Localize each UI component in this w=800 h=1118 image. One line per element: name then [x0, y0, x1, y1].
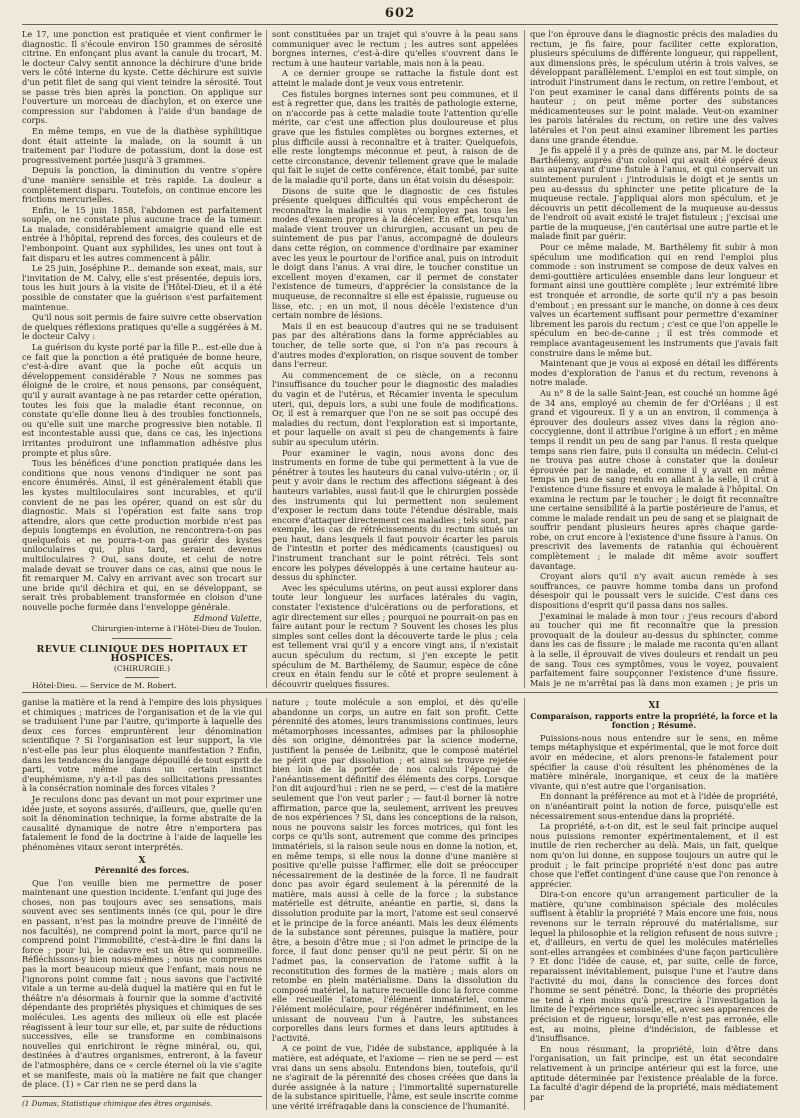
- feuilleton-column-1: [22, 698, 262, 1100]
- column-separator: [266, 698, 267, 1110]
- paragraph: A ce dernier groupe se rattache la fistule dont est atteint le malade dont je veux vous entretenir.: [272, 68, 518, 88]
- paragraph: La propriété, a-t-on dit, est le seul fait principe auquel nous puissions remonter expérimentalement, et il est inutile de rien rechercher au delà. Mais, un fait, quelque nom qu'on lui donne, en suppose toujours un autre qui le produit ; le fait principe propriété n'est donc pas autre chose que l'effet contingent d'une cause que l'on renonce à apprécier.: [530, 821, 778, 889]
- section-number: X: [138, 855, 146, 866]
- column-1: [22, 30, 262, 688]
- section-title: Comparaison, rapports entre la propriété, la force et la fonction ; Résumé.: [530, 710, 778, 731]
- paragraph: Tous les bénéfices d'une ponction pratiquée dans les conditions que nous venons d'indiquer ne sont pas encore énumérés. Ainsi, il est généralement établi que les kystes multiloculaires sont incurables, et qu'il convient de ne pas les opérer, quand on est sûr du diagnostic. Mais si l'opération est faite sans trop attendre, alors que cette production morbide n'est pas depuis longtemps en évolution, ne rencontrera-t-on pas quelquefois et ne pourra-t-on pas guérir des kystes uniloculaires qui, plus tard, seraient devenus multiloculaires ? Oui, sans doute, et celui de notre malade devait se trouver dans ce cas, ainsi que nous le fit remarquer M. Calvy en arrivant avec son trocart sur une bride qu'il déchira et qui, en se développant, se serait très probablement transformée en cloison d'une nouvelle poche formée dans l'enveloppe générale.: [22, 458, 262, 613]
- paragraph: Au commencement de ce siècle, on a reconnu l'insuffisance du toucher pour le diagnostic des maladies du vagin et de l'utérus, et Récamier inventa le speculum uteri, qui, depuis lors, a subi une foule de modifications. Or, il est à remarquer que l'on ne se soit pas occupé des maladies du rectum, dont l'exploration est si importante, et pour laquelle on avait si peu de changements à faire subir au speculum utérin.: [272, 369, 518, 447]
- revue-lead: Hôtel-Dieu. — Service de M. Robert.: [32, 680, 177, 688]
- paragraph: nature ; toute molécule a son emploi, et dès qu'elle abandonne un corps, un autre en fait son profit. Cette pérennité des atomes, leurs transmissions continues, leurs métamorphoses incessantes, admises par la philosophie dès son origine, démontrées par la science moderne, justifient la pensée de Leibnitz, que le composé matériel ne périt que par dissolution ; et ainsi se trouve rejetée bien loin de la portée de nos calculs l'époque de l'anéantissement définitif des éléments des corps. Lorsque l'on dit aujourd'hui : rien ne se perd, — c'est de la matière seulement que l'on veut parler ; — faut-il borner là notre affirmation, parce que la, seulement, arrivent les preuves de nos expériences ? Si, dans les conceptions de la raison, nous ne pouvons saisir les forces motrices, qui font les corps ce qu'ils sont, autrement que comme des principes immatériels, si la raison seule nous en donne la notion, et, en même temps, si elle nous la donne d'une manière si positive qu'elle puisse l'affirmer, elle doit se préoccuper nécessairement de la destinée de la force. Il ne faudrait donc pas avoir égard seulement à la pérennité de la matière, mais aussi à celle de la force ; la substance matérielle est détruite, anéantie en partie, si, dans la dissolution produite par la mort, l'atome est seul conservé et le principe de la force anéanti. Mais les deux éléments de la substance sont pérennes, puisque la matière, pour être, a besoin d'être mue ; si l'on admet le principe de la force, il faut donc penser qu'il ne peut périr. Si on ne l'admet pas, la conservation de l'atome suffit à la reconstitution des formes de la matière ; mais alors on retombe en plein matérialisme. Dans la dissolution du composé matériel, la nature recueille donc la force comme elle recueille l'atome, l'élément immatériel, comme l'élément moléculaire, pour régénérer indéfiniment, en les unissant de nouveau l'un à l'autre, les substances corporelles dans leurs formes et dans leurs aptitudes à l'activité.: [272, 698, 518, 1043]
- paragraph: En même temps, en vue de la diathèse syphilitique dont était atteinte la malade, on la soumit à un traitement par l'iodure de potassium, dont la dose est progressivement portée jusqu'à 3 grammes.: [22, 125, 262, 165]
- revue-subtitle: (CHIRURGIE.): [113, 664, 171, 673]
- paragraph: Le 25 juin, Joséphine P... demande son exeat, mais, sur l'invitation de M. Calvy, elle s'est présentée, depuis lors, tous les huit jours à la visite de l'Hôtel-Dieu, et il a été possible de constater que la guérison s'est parfaitement maintenue.: [22, 263, 262, 312]
- paragraph: Qu'il nous soit permis de faire suivre cette observation de quelques réflexions pratiques qu'elle a suggérées à M. le docteur Calvy :: [22, 312, 262, 342]
- paragraph: sont constituées par un trajet qui s'ouvre à la peau sans communiquer avec le rectum ; les autres sont appelées borgnes internes, c'est-à-dire qu'elles s'ouvrent dans le rectum à une hauteur variable, mais non à la peau.: [272, 30, 518, 68]
- section-divider: [125, 677, 159, 678]
- paragraph: Mais il en est beaucoup d'autres qui ne se traduisent pas par des altérations dans la forme appréciables au toucher, de telle sorte que, si l'on n'a pas recours à d'autres modes d'exploration, on risque souvent de tomber dans l'erreur.: [272, 320, 518, 370]
- column-3: [530, 30, 778, 688]
- paragraph: Dira-t-on encore qu'un arrangement particulier de la matière, qu'une combinaison spéciale des molécules suffisent à établir la propriété ? Mais encore une fois, nous revenons sur le terrain réprouvé du matérialisme, sur lequel la philosophie et la religion refusent de nous suivre ; et, d'ailleurs, en vertu de quel les molécules matérielles sont-elles arrangées et combinées d'une façon particulière ? Et donc l'idée de cause, et, par suite, celle de force, reparaissent inévitablement, puisque l'une et l'autre dans l'activité du moi, dans la conscience des forces dont l'homme se sent pénétré. Donc, la théorie des propriétés ne tend à rien moins qu'à prescrire à l'investigation la limite de l'expérience sensuelle, et, avec ses apparences de précision et de rigueur, lorsqu'elle n'est pas erronée, elle est, au moins, pleine d'indécision, de faiblesse et d'insuffisance.: [530, 889, 778, 1044]
- paragraph: Disons de suite que le diagnostic de ces fistules présente quelques difficultés qui vous empêcheront de reconnaître la maladie si vous n'employez pas tous les modes d'examen propres à la déceler. En effet, lorsqu'un malade vient trouver un chirurgien, accusant un peu de suintement de pus par l'anus, accompagné de douleurs dans cette région, on commence d'ordinaire par examiner avec les yeux le pourtour de l'orifice anal, puis on introduit le doigt dans l'anus. A vrai dire, le toucher constitue un excellent moyen d'examen, car il permet de constater l'existence de tumeurs, d'apprécier la consistance de la muqueuse, de reconnaître si elle est épaissie, rugueuse ou lisse, etc. ; en un mot, il nous décèle l'existence d'un certain nombre de lésions.: [272, 185, 518, 321]
- column-separator: [266, 30, 267, 688]
- paragraph: ganise la matière et la rend à l'empire des lois physiques et chimiques ; matrices de l'organisation et de la vie qui se traduisent l'une par l'autre, qu'importe à laquelle des deux ces forces empruntèrent leur dénomination scientifique ? Si l'organisation est leur support, la vie n'est-elle pas leur plus éloquente manifestation ? Enfin, dans les tendances du langage dépouillé de tout esprit de parti, votre même dans un certain instinct d'euphémisme, n'y a-t-il pas des sollicitations pressantes à la consécration nominale des forces vitales ?: [22, 698, 262, 794]
- paragraph: Que l'on veuille bien me permettre de poser maintenant une question incidente. L'enfant qui juge des choses, non pas toujours avec ses sensations, mais souvent avec ses sentiments innés (ce qui, pour le dire en passant, n'est pas la moindre preuve de l'innéité de nos facultés), ne comprend point la mort, parce qu'il ne comprend point l'immobilité, c'est-à-dire le fini dans la force ; pour lui, le cadavre est un être qui sommeille. Réfléchissons-y bien nous-mêmes ; nous ne comprenons pas la mort beaucoup mieux que l'enfant, mais nous ne l'ignorons point comme fait ; nous savons que l'activité vitale a un terme au-delà duquel la matière qui en fut le théâtre n'a désormais à fournir que la somme d'activité dépendante des propriétés physiques et chimiques de ses molécules. Les agents des milieux où elle est placée réagissent à leur tour sur elle, et, par suite de réductions successives, elle se transforme en combinaisons nouvelles qui enrichiront le règne minéral, ou, qui, destinées à d'autres organismes, entreront, à la faveur de l'atmosphère, dans ce « cercle éternel où la vie s'agite et se manifeste, mais où la matière ne fait que changer de place. (1) » Car rien ne se perd dans la: [22, 877, 262, 1090]
- author-role: Chirurgien-interne à l'Hôtel-Dieu de Toulon.: [91, 624, 262, 634]
- paragraph: Je fis appelé il y a près de quinze ans, par M. le docteur Barthélemy, auprès d'un colonel qui avait été opéré deux ans auparavant d'une fistule à l'anus, et qui conservait un suintement purulent : j'introduisis le doigt et je sentis un peu au-dessus du sphincter une petite plicature de la muqueuse rectale. J'appliquai alors mon spéculum, et je découvris un petit décollement de la muqueuse au-dessus de l'endroit où avait existé le trajet fistuleux ; j'excisai une partie de la muqueuse, j'en cautérisai une autre partie et le malade finit par guérir.: [530, 145, 778, 242]
- paragraph: En donnant la préférence au mot et à l'idée de propriété, on n'anéantirait point la notion de force, puisqu'elle est nécessairement sous-entendue dans la propriété.: [530, 791, 778, 821]
- section-divider: [112, 638, 172, 639]
- paragraph: Le 17, une ponction est pratiquée et vient confirmer le diagnostic. Il s'écoule environ 150 grammes de sérosité citrine. En enfonçant plus avant la canule du trocart, M. le docteur Calvy sentit annonce la déchirure d'une bride vers le côté interne du kyste. Cette déchirure est suivie d'un petit filet de sang qui vient teindre la sérosité. Tout se passe très bien après la ponction. On applique sur l'ouverture un morceau de diachylon, et on exerce une compression sur l'abdomen à l'aide d'un bandage de corps.: [22, 30, 262, 126]
- paragraph: que l'on éprouve dans le diagnostic précis des maladies du rectum, je fis faire, pour faciliter cette exploration, plusieurs spéculums de différente longueur, qui rappellent, aux dimensions près, le spéculum utérin à trois valves, se développant parallèlement. L'emploi en est tout simple, on introduit l'instrument dans le rectum, on retire l'embout, et l'on peut examiner le canal dans différents points de sa hauteur ; on peut même porter des substances médicamenteuses sur le point malade. Veut-on examiner les parois latérales du rectum, on retire une des valves latérales et l'on peut ainsi examiner librement les parties dans une grande étendue.: [530, 30, 778, 145]
- footnote: (1 Dumas, Statistique chimique des êtres organisés.: [22, 1096, 262, 1108]
- column-separator: [524, 30, 525, 688]
- paragraph: Pour ce même malade, M. Barthélemy fit subir à mon spéculum une modification qui en rend l'emploi plus commode : son instrument se compose de deux valves en demi-gouttière articulées ensemble dans leur longueur et formant ainsi une gouttière complète ; leur extrémité libre est tronquée et arrondie, de sorte qu'il n'y a pas besoin d'embout ; en pressant sur le manche, on donne à ces deux valves un écartement suffisant pour permettre d'examiner librement les parois du rectum ; c'est ce que l'on appelle le spéculum en bec-de-canne ; il est très commode et remplace avantageusement les instruments que j'avais fait construire dans le même but.: [530, 242, 778, 358]
- paragraph: Pour examiner le vagin, nous avons donc des instruments en forme de tube qui permettent à la vue de pénétrer à toutes les hauteurs du canal vulvo-utérin ; or, il peut y avoir dans le rectum des affections siégeant à des hauteurs variables, aussi faut-il que le chirurgien possède des instruments qui lui permettent non seulement d'exposer le rectum dans toute l'étendue désirable, mais encore d'attaquer directement ces maladies ; tels sont, par exemple, les cas de rétrécissements du rectum situés un peu haut, dans lesquels il faut pouvoir écarter les parois de l'intestin et porter des médicaments (caustiques) ou l'instrument tranchant sur le point rétréci. Tels sont encore les polypes développés à une certaine hauteur au-dessus du sphincter.: [272, 447, 518, 583]
- revue-title: REVUE CLINIQUE DES HOPITAUX ET HOSPICES.: [36, 643, 248, 665]
- paragraph: Avec les spéculums utérins, on peut aussi explorer dans toute leur longueur les surfaces latérales du vagin, constater l'existence d'ulcérations ou de perforations, et agir directement sur elles ; pourquoi ne pourrait-on pas en faire autant pour le rectum ? Souvent les choses les plus simples sont celles dont la découverte tarde le plus ; cela est tellement vrai qu'il y a encore vingt ans, il n'existait aucun spéculum du rectum, si j'en excepte le petit spéculum de M. Barthélemy, de Saumur, espèce de cône creux en étain fendu sur le côté et propre seulement à découvrir quelques fissures.: [272, 582, 518, 688]
- column-separator: [524, 698, 525, 1110]
- paragraph: Ces fistules borgnes internes sont peu communes, et il est à regretter que, dans les traités de pathologie externe, on n'accorde pas à cette maladie toute l'attention qu'elle mérite, car c'est une affection plus douloureuse et plus grave que les fistules complètes ou borgnes externes, et plus difficile aussi à reconnaître et à traiter. Quelquefois, elle reste longtemps méconnue et peut, à raison de de cette circonstance, devenir tellement grave que le malade qui fait le sujet de cette conférence, était tombé, par suite de la maladie qu'il porte, dans un état voisin du désespoir.: [272, 88, 518, 185]
- feuilleton-column-3: [530, 698, 778, 1110]
- paragraph: Puissions-nous nous entendre sur le sens, en même temps métaphysique et expérimental, que le mot force doit avoir en médecine, et alors prenons-le fatalement pour spécifier la cause d'où résultent les phénomènes de la matière minérale, inorganique, et ceux de la matière vivante, qui n'est autre que l'organisation.: [530, 732, 778, 791]
- paragraph: Au n° 8 de la salle Saint-Jean, est couché un homme âgé de 34 ans, employé au chemin de fer d'Orléans ; il est grand et vigoureux. Il y a un an environ, il commença à éprouver des douleurs assez vives dans la région ano-coccygienne, dont il attribue l'origine à un effort ; en même temps il rendit un peu de sang par l'anus. Il resta quelque temps sans rien faire, puis il consulta un médecin. Celui-ci ne trouva pas autre chose à constater que la douleur éprouvée par le malade, et comme il y avait en même temps un peu de sang rendu en allant à la selle, il crut à l'existence d'une fissure et envoya le malade à l'hôpital. On examina le rectum par le toucher ; le doigt fit reconnaître une certaine sensibilité à la partie postérieure de l'anus, et comme le malade rendait un peu de sang et se plaignait de souffrir pendant plusieurs heures après chaque garde-robe, on crut encore à l'existence d'une fissure à l'anus. On prescrivit des lavements de ratanhia qui échouèrent complètement ; le malade dit même avoir souffert davantage.: [530, 387, 778, 571]
- page-number: 602: [384, 6, 416, 21]
- paragraph: La guérison du kyste porté par la fille P... est-elle due à ce fait que la ponction a été pratiquée de bonne heure, c'est-à-dire avant que la poche eût acquis un développement considérable ? Nous ne sommes pas éloigné de le croire, et nous pensons, par conséquent, qu'il y aurait avantage à ne pas retarder cette opération, toutes les fois que la maladie étant reconnue, on constate qu'elle donne lieu à des troubles fonctionnels, ou qu'elle suit une marche progressive bien notable. Il est incontestable aussi que, dans ce cas, les injections irritantes produiront une inflammation adhésive plus prompte et plus sûre.: [22, 342, 262, 458]
- paragraph: Maintenant que je vous ai exposé en détail les différents modes d'exploration de l'anus et du rectum, revenons à notre malade.: [530, 358, 778, 388]
- section-title: Pérennité des forces.: [94, 865, 190, 876]
- author-signature: Edmond Valette,: [193, 612, 262, 623]
- column-2: [272, 30, 518, 688]
- section-number: XI: [648, 701, 660, 711]
- feuilleton-column-2: [272, 698, 518, 1110]
- paragraph: Enfin, le 15 juin 1858, l'abdomen est parfaitement souple, on ne constate plus aucune trace de la tumeur. La malade, considérablement amaigrie quand elle est entrée à l'hôpital, reprend des forces, des couleurs et de l'embonpoint. Quant aux syphilides, les unes ont tout à fait disparu et les autres commencent à pâlir.: [22, 204, 262, 263]
- feuilleton-rule: [22, 692, 778, 693]
- paragraph: Depuis la ponction, la diminution du ventre s'opère d'une manière sensible et très rapide. La douleur a complètement disparu. Toutefois, on continue encore les frictions mercurielles.: [22, 165, 262, 205]
- paragraph: Je reculons donc pas devant un mot pour exprimer une idée juste, et soyons assurés, d'ailleurs, que, quelle qu'en soit la dénomination technique, la forme abstraite de la causalité dynamique de notre être n'emportera pas fatalement le fond de la doctrine à l'aide de laquelle les phénomènes vitaux seront interprétés.: [22, 793, 262, 852]
- paragraph: A ce point de vue, l'idée de substance, appliquée à la matière, est adéquate, et l'axiome — rien ne se perd — est vrai dans un sens absolu. Entendons bien, toutefois, qu'il ne s'agirait de la pérennité des choses créées que dans la durée assignée à la nature ; l'immortalité supernaturelle de la substance spirituelle, l'âme, est seule inscrite comme une vérité irréfragable dans la conscience de l'humanité.: [272, 1043, 518, 1110]
- paragraph: Croyant alors qu'il n'y avait aucun remède à ses souffrances, ce pauvre homme tomba dans un profond désespoir qui le poussait vers le suicide. C'est dans ces dispositions d'esprit qu'il passa dans nos salles.: [530, 571, 778, 611]
- header-rule: [22, 24, 778, 25]
- paragraph: En nous résumant, la propriété, loin d'être dans l'organisation, un fait principe, est un état secondaire relativement à un principe antérieur qui est la force, une aptitude déterminée par l'existence préalable de la force. La faculté d'agir dépend de la propriété, mais médiatement par: [530, 1043, 778, 1102]
- paragraph: J'examinai le malade à mon tour : j'eus recours d'abord au toucher qui me fit reconnaître que la pression provoquait de la douleur au-dessus du sphincter, comme dans les cas de fissure ; le malade me raconta qu'en allant à la selle, il éprouvait de vives douleurs et rendait un peu de sang. Tous ces symptômes, vous le voyez, pouvaient parfaitement faire soupçonner l'existence d'une fissure. Mais je ne m'arrêtai pas là dans mon examen ; je pris un: [530, 610, 778, 688]
